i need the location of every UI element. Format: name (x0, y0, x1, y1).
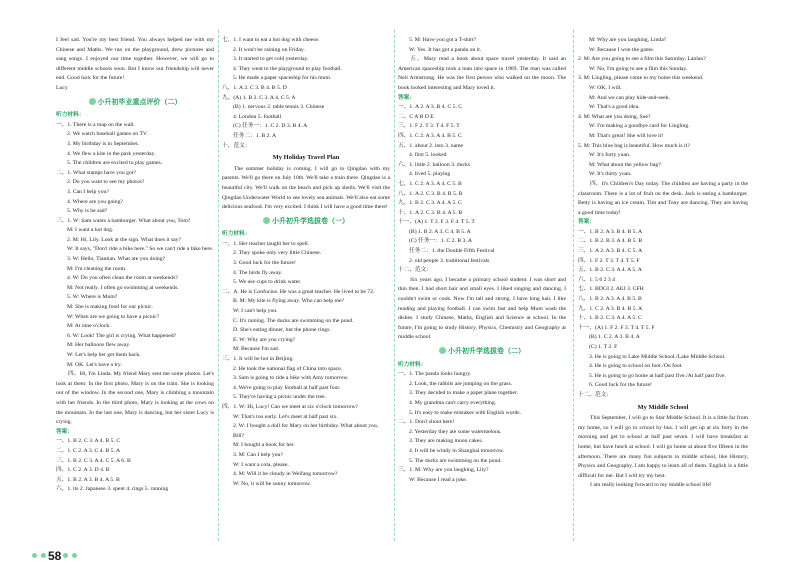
line: 4. Where are you going? (67, 198, 123, 205)
line: W: No, I'm going to see a film this Sunday. (589, 65, 688, 72)
answer-line: 三、1. F 2. T 3. T 4. F 5. T (398, 123, 460, 130)
line: 5. M: Have you got a T-shirt? (409, 37, 477, 43)
column-3 (398, 36, 566, 485)
line: 5. They're having a picnic under the tree. (233, 394, 326, 401)
line: 5. The children are excited to play games. (67, 160, 163, 167)
column-divider (394, 30, 395, 541)
answer-line: 四、1. C 2. A 3. D 4. B (56, 467, 110, 474)
line: W: When are we going to have a picnic? (67, 313, 160, 320)
line: W: Because I read a joke. (409, 476, 468, 483)
line: W: That's too early. Let's meet at half past six. (233, 413, 338, 420)
section-title: 小升初毕业重点评价（二） (56, 98, 214, 108)
line: W: Because I won the game. (589, 46, 655, 53)
line: 四、1. W: Hi, Lucy! Can we meet at six o'clock tomorrow? (222, 403, 359, 410)
answer-line: (C) 任务一：1. C 2. B 3. A (409, 238, 473, 245)
column-2 (222, 36, 390, 489)
page-number: 58 (30, 549, 79, 563)
essay-closing: I am really looking forward to my middle school life! (590, 482, 712, 489)
leaf-icon (263, 217, 270, 224)
essay-title: My Middle School (637, 403, 689, 411)
answer-line: 五、1. B 2. C 3. A 4. A 5. A (578, 267, 642, 274)
column-divider (218, 30, 219, 541)
line: 5. W: Where is Mum? (67, 294, 118, 301)
answer-line: 任务二：1. the Double Fifth Festival (409, 248, 495, 255)
line: W: It says, "Don't ride a bike here." So we can't ride a bike here. (67, 246, 214, 253)
line: 4. We flew a kite in the park yesterday. (67, 150, 156, 157)
line: 一、1. Her teacher taught her to spell. (222, 240, 310, 247)
line: M: She is making food for our picnic. (67, 304, 153, 311)
line: 5. Why is he sad? (67, 208, 108, 215)
line: 5. He made a paper spaceship for his mum. (233, 75, 332, 82)
answer-line: 十、1. B 2. C 3. A 4. A 5. C (578, 315, 642, 322)
line: 3. My birthday is in September. (67, 140, 139, 147)
line: 一、1. The panda looks hungry. (398, 371, 472, 378)
line: 3. Can I help you? (67, 188, 109, 195)
answer-line: 十一、(A) 1. T 2. F 3. F 4. T 5. T (398, 219, 475, 226)
answer-line: 一、1. A 2. A 3. B 4. C 5. C (398, 104, 463, 111)
line: M: Not really. I often go swimming at weekends. (67, 284, 179, 291)
line: M: Her balloons flew away. (67, 342, 131, 349)
answer-line: 6. Good luck for the future! (589, 382, 652, 389)
answer-line: 八、1. B 2. A 3. A 4. B 5. B (578, 296, 642, 303)
line: 2. We watch baseball games on TV. (67, 131, 148, 138)
line: 5. It's easy to make mistakes with English words. (409, 409, 521, 416)
line: 3. It started to get cold yesterday. (233, 56, 309, 63)
line: 2. It won't be raining on Friday. (233, 46, 305, 53)
answer-line: 4. lived 5. playing (409, 171, 451, 178)
line: 4. W: Do you often clean the room at weekends? (67, 275, 178, 282)
line: 4. It will be windy in Shanghai tomorrow. (409, 447, 505, 454)
section-title: 小升初升学选拔卷（一） (222, 217, 390, 227)
line: 5. M: This blue bag is beautiful. How much is it? (578, 142, 690, 149)
line: 2. Do you want to see my photos? (67, 179, 145, 186)
answer-line: 五、1. about 2. into 3. name (398, 142, 464, 149)
answer-line: 2. old people 3. traditional festivals (409, 257, 490, 264)
line: 2. M: Are you going to see a film this Saturday, Lanlan? (578, 56, 706, 63)
line: W: I can't help you. (233, 308, 278, 315)
line: 2. They spoke only very little Chinese. (233, 250, 322, 257)
answer-line: 八、1. A 2. C 3. B 4. B 5. B (398, 190, 463, 197)
line: C. It's raining. The ducks are swimming on the pond. (233, 317, 354, 324)
line: M: I want a hot dog. (67, 227, 114, 234)
answer-line: 十二、范文： (398, 267, 433, 274)
line: 4. M: Will it be cloudy in Weifang tomorrow? (233, 471, 338, 478)
line: 2. W: I bought a doll for Mary on her birthday. What about you, Bill? (233, 423, 379, 439)
line: 5. We use cups to drink water. (233, 279, 302, 286)
line: 三、1. W: Sam wants a hamburger. What about you, Tom? (56, 217, 191, 224)
answer-line: 七、1. C 2. A 3. A 4. C 5. B (398, 180, 462, 187)
line: 二、1. Don't shout here! (398, 419, 455, 426)
line: 4. London 5. football (233, 113, 282, 120)
answer-line: 十二、范文： (578, 391, 613, 398)
line: 二、A. He is Confucius. He was a great teacher. He lived to be 72. (222, 288, 375, 295)
line: 九、(A) 1. B 2. C 3. A 4. C 5. A (222, 94, 296, 101)
listening-lines (56, 121, 214, 370)
dot-icon (32, 553, 37, 558)
column-4 (578, 36, 748, 491)
paragraph-four: 四、It's Children's Day today. The children are having a party in the classroom. There is a lot of fruit on the desk. Jack is eating a hamburger. Betty is having an ice cream. Tim and Tony are dancing. They are having a good time today! (578, 180, 748, 216)
line: 3. They decided to make a paper plane together. (409, 390, 518, 397)
answer-line: 4. first 5. looked (409, 152, 447, 159)
leaf-icon (439, 347, 446, 354)
line: 3. W: Hello, Tiantian. What are you doing? (67, 256, 166, 263)
closing-paragraph: I feel sad. You're my best friend. You always helped me with my Chinese and Maths. We ran on the playground, drew pictures and sang songs. I enjoyed our time together. However, we will go to different middle schools soon. But I know our friendship will never end. Good luck for the future! (56, 37, 214, 82)
line: W: I want a cola, please. (233, 461, 289, 468)
line: M: I bought a book for her. (233, 442, 295, 449)
listening-label: 听力材料： (398, 361, 427, 368)
answer-line: 三、1. B 2. C 3. A 4. C 5. A 6. B (56, 457, 131, 464)
essay-title: My Holiday Travel Plan (272, 154, 340, 162)
answers-label: 答案： (578, 219, 596, 226)
answer-line: (B) 1. C 2. A 3. B 4. A (589, 334, 640, 341)
answer-line: 六、1. little 2. balloon 3. ducks (398, 161, 471, 168)
line: 6. W: Look! The girl is crying. What happened? (67, 332, 177, 339)
answers-label: 答案： (398, 94, 416, 101)
line: 3. Good luck for the future! (233, 260, 296, 267)
answer-line: 4. He is going to school on foot./On foot. (589, 363, 683, 370)
line: 3. Sam is going to ride a bike with Amy tomorrow. (233, 375, 349, 382)
line: W: No, it will be sunny tomorrow. (233, 480, 312, 487)
listening-label: 听力材料： (222, 231, 251, 238)
line: W: I'm making a goodbye card for Lingling. (589, 123, 690, 130)
line: M: Why are you laughing, Linda? (589, 37, 667, 43)
line: 一、1. There is a map on the wall. (56, 121, 135, 128)
line: 3. M: Can I help you? (233, 451, 283, 458)
answer-line: 七、1. BDGI 2. AEJ 3. CFH (578, 286, 644, 293)
answer-line: 五、1. B 2. A 3. B 4. A 5. B (56, 476, 120, 483)
line: 二、1. What stamps have you got? (56, 169, 136, 176)
line: 4. We're going to play football at half past four. (233, 384, 341, 391)
line: M: OK. Let's have a try. (67, 361, 122, 368)
line: W: Yes. It has got a panda on it. (409, 46, 482, 53)
paragraph-four: 四、Hi, I'm Linda. My friend Mary sent me some photos. Let's look at them. In the first photo, Mary is on the train. She is looking out of the window. In the second one, Mary is climbing a mountain with her friends. In the third photo, Mary is looking at the cows on the mountain. In the last one, Mary is dancing, but her sister Lucy is crying. (56, 371, 214, 426)
line: W: That's a good idea. (589, 104, 640, 111)
line: 5. The ducks are swimming on the pond. (409, 457, 502, 464)
line: M: And we can play hide-and-seek. (589, 94, 670, 101)
line: 任务二：1. B 2. A (233, 132, 277, 139)
line: M: I'm cleaning the room. (67, 265, 127, 272)
line: 2. M: Hi, Lily. Look at the sign. What does it say? (67, 236, 182, 243)
line: W: Let's help her get them back. (67, 352, 141, 358)
answer-line: 3. He is going to Lake Middle School./Lake Middle School. (589, 353, 726, 360)
answer-line: 四、1. C 2. A 3. A 4. B 5. C (398, 132, 462, 139)
answer-line: 二、1. C 2. A 3. C 4. B 5. A (56, 447, 121, 454)
line: M: What about the yellow bag? (589, 161, 661, 168)
dot-icon (72, 553, 77, 558)
answer-line: (B) 1. B 2. A 3. C 4. B 5. A (409, 228, 471, 235)
answer-line: 5. He is going to go home at half past five./At half past five. (589, 372, 726, 379)
line: W: It's forty yuan. (589, 152, 631, 159)
line: 七、1. I want to eat a hot dog with cheese. (222, 37, 320, 43)
line: 4. M: What are you doing, Sue? (578, 113, 651, 120)
line: 3. They are making moon cakes. (409, 438, 483, 445)
signature: Lucy (56, 84, 68, 91)
answer-line: 六、1. 5 6 2 3 4 (578, 276, 615, 283)
answer-line: 九、1. B 2. C 3. A 4. A 5. C (398, 200, 462, 207)
essay-body: This September, I will go to Star Middle School. It is a little far from my home, so I will go to school by bus. I will get up at six forty in the morning and get to school at half past seven. I will have breakfast at home, but have lunch at school. I will go home at about five fifteen in the afternoon. There are many fun subjects in middle school, like History, Physics and Geography. I am happy to learn all of them. English is a little difficult for me. But I will try my best. (578, 415, 748, 479)
line: 十、范文： (222, 142, 251, 149)
line: 2. Yesterday they ate some watermelons. (409, 428, 502, 435)
answer-line: 一、1. B 2. C 3. A 4. B 5. C (56, 438, 121, 445)
line: 三、1. M: Why are you laughing, Lily? (398, 467, 489, 474)
answer-line: 四、1. F 2. T 3. T 4. T 5. F (578, 257, 640, 264)
answer-line: 九、1. C 2. A 3. B 4. B 5. A (578, 305, 643, 312)
line: B. M: My kite is flying away. Who can help me? (233, 298, 345, 305)
dot-icon (41, 553, 46, 558)
answers-label: 答案： (56, 428, 74, 435)
answer-line: 二、C A B D E (398, 113, 434, 120)
line: 4. They went to the playground to play football. (233, 65, 342, 72)
line: 3. M: Lingling, please come to my home this weekend. (578, 75, 704, 82)
line: (B) 1. nervous 2. table tennis 3. Chinese (233, 104, 325, 111)
essay-body: The summer holiday is coming. I will go to Qingdao with my parents. We'll go there on July 10th. We'll take a train there. Qingdao is a beautiful city. We'll walk on the beach and pick up shells. We'll visit the Qingdao Underwater World to see lovely sea animals. We'll also eat some delicious seafood. I'm very excited. I think I will have a good time there! (222, 165, 390, 211)
line: 八、1. A 2. C 3. B 4. B 5. D (222, 84, 287, 91)
line: E. W: Why are you crying? (233, 336, 296, 343)
paragraph-five: 五、Mary read a book about space travel yesterday. It said an American spaceship took a man into space in 1969. The man was called Neil Armstrong. He was the first person who walked on the moon. The book looked interesting and Mary loved it. (398, 56, 566, 91)
column-1 (56, 36, 214, 495)
answer-line: (C) 1. T 2. F (589, 344, 618, 350)
line: D. She's eating dinner, but the phone rings. (233, 327, 331, 334)
section-title: 小升初升学选拔卷（二） (398, 347, 566, 357)
answer-line: 二、1. B 2. B 3. A 4. B 5. B (578, 238, 643, 245)
line: 2. He took the national flag of China into space. (233, 365, 343, 372)
line: 4. My grandma can't carry everything. (409, 399, 497, 406)
answer-line: 一、1. B 2. A 3. B 4. B 5. A (578, 228, 643, 235)
line: (C) 任务一：1. C 2. D 3. B 4. A (233, 123, 308, 130)
line: M: That's great! She will love it! (589, 132, 664, 139)
answer-line: 十一、(A) 1. F 2. F 3. T 4. T 5. F (578, 324, 655, 331)
line: W: OK, I will. (589, 84, 622, 91)
line: 三、1. It will be hot in Beijing. (222, 356, 294, 362)
line: 2. Look, the rabbits are jumping on the grass. (409, 380, 513, 387)
line: W: It's thirty yuan. (589, 171, 632, 178)
line: M: Because I'm sad. (233, 346, 280, 353)
answer-line: 十、1. A 2. C 3. B 4. A 5. B (398, 209, 463, 216)
leaf-icon (89, 98, 96, 105)
listening-label: 听力材料： (56, 112, 85, 119)
answer-line: 六、1. its 2. Japanese 3. spent 4. rings 5. running (56, 486, 169, 493)
essay-body: Six years ago, I became a primary school student. I was short and thin then. I had short hair and small eyes. I liked singing and dancing. I couldn't swim or cook. Now I'm tall and strong. I have long hair. I like reading and playing football. I can swim fast and help Mum wash the dishes. I study Chinese, Maths, English and Science at school. In the future, I'm going to study History, Physics, Chemistry and Geography at middle school. (398, 276, 566, 341)
line: M: At nine o'clock. (67, 323, 111, 330)
column-divider (573, 30, 574, 541)
answer-line: 三、1. A 2. A 3. B 4. C 5. A (578, 248, 643, 255)
line: 4. The birds fly away. (233, 269, 283, 276)
dot-icon (63, 553, 68, 558)
